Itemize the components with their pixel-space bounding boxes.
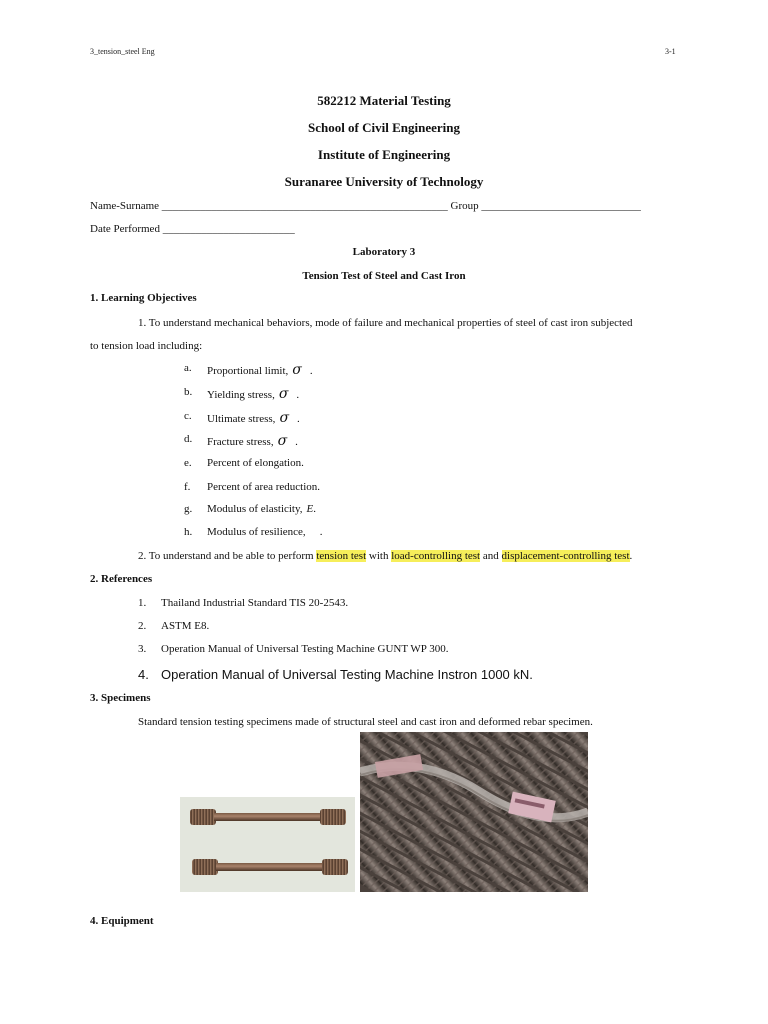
objective-item-letter: b. (184, 386, 193, 398)
objective-item-tail: . (296, 389, 300, 401)
objective-1-line-1: 1. To understand mechanical behaviors, mode of failure and mechanical properties of steel of cast iron subjected (138, 317, 633, 329)
reference-number: 1. (138, 597, 147, 609)
objective-item-text (207, 457, 304, 469)
objective-item-letter: h. (184, 526, 193, 538)
objective-1-line-2: to tension load including: (90, 340, 203, 352)
school-title: School of Civil Engineering (307, 120, 461, 135)
objective-item-label: Modulus of resilience, (207, 526, 306, 538)
sigma-symbol: σ (277, 433, 288, 449)
name-label: Name-Surname (90, 200, 160, 212)
objective-item-label: Percent of area reduction. (207, 481, 320, 493)
tension-specimens-photo (180, 797, 355, 892)
objective-item-label: Modulus of elasticity, (207, 503, 303, 515)
objective-2-text: 2. To understand and be able to perform (138, 550, 317, 562)
objective-item-text (207, 410, 300, 426)
objective-item-tail: . (309, 365, 313, 377)
reference-text: Thailand Industrial Standard TIS 20-2543. (161, 597, 349, 609)
date-blank: ________________________ (162, 223, 295, 235)
highlight-load-controlling-test: load-controlling test (391, 550, 481, 562)
objective-item-label: Ultimate stress, (207, 413, 276, 425)
objective-2 (138, 550, 632, 562)
objective-2-text: with (366, 550, 392, 562)
objective-item-tail: . (313, 503, 317, 515)
group-blank: _____________________________ (481, 200, 641, 212)
objective-item-text (207, 481, 320, 493)
reference-text: ASTM E8. (161, 620, 210, 632)
header-page-number: 3-1 (665, 47, 676, 56)
sigma-symbol: σ (292, 362, 302, 378)
date-field-row (90, 223, 295, 235)
section-learning-objectives-heading: 1. Learning Objectives (90, 292, 197, 304)
objective-2-text: . (629, 550, 633, 562)
institute-title: Institute of Engineering (317, 147, 451, 162)
reference-number: 3. (138, 643, 147, 655)
section-references-heading: 2. References (90, 573, 153, 585)
header-doc-id: 3_tension_steel Eng (90, 47, 155, 56)
highlight-tension-test: tension test (316, 550, 367, 562)
objective-item-tail: . (295, 436, 298, 448)
modulus-symbol: E (306, 503, 314, 515)
specimens-description: Standard tension testing specimens made of structural steel and cast iron and deformed rebar specimen. (138, 716, 593, 728)
sigma-symbol: σ (278, 386, 289, 402)
objective-item-text (207, 503, 316, 515)
objective-item-label: Yielding stress, (207, 389, 275, 401)
objective-item-letter: d. (184, 433, 193, 445)
objective-2-text: and (480, 550, 502, 562)
objective-item-letter: g. (184, 503, 193, 515)
objective-item-text (207, 386, 299, 402)
objective-item-label: Percent of elongation. (207, 457, 304, 469)
sigma-symbol: σ (279, 410, 289, 426)
name-blank: ____________________________________________________ (161, 200, 448, 212)
lab-number: Laboratory 3 (352, 246, 416, 258)
objective-item-text (207, 362, 313, 378)
course-title: 582212 Material Testing (317, 93, 451, 108)
objective-item-label: Proportional limit, (207, 365, 289, 377)
reference-number: 2. (138, 620, 147, 632)
objective-item-tail: . (319, 526, 323, 538)
lab-title: Tension Test of Steel and Cast Iron (302, 270, 466, 282)
rebar-bundle-photo (360, 732, 588, 892)
university-title: Suranaree University of Technology (284, 174, 484, 189)
section-specimens-heading: 3. Specimens (90, 692, 151, 704)
highlight-displacement-controlling-test: displacement-controlling test (501, 550, 630, 562)
objective-item-text (207, 433, 298, 449)
section-equipment-heading: 4. Equipment (90, 915, 154, 927)
objective-item-letter: a. (184, 362, 192, 374)
group-label: Group (450, 200, 479, 212)
reference-number: 4. (138, 667, 149, 682)
objective-item-label: Fracture stress, (207, 436, 274, 448)
objective-item-letter: c. (184, 410, 192, 422)
name-field-row (90, 200, 641, 212)
reference-text: Operation Manual of Universal Testing Machine GUNT WP 300. (161, 643, 449, 655)
objective-item-text (207, 526, 322, 538)
objective-item-tail: . (297, 413, 300, 425)
objective-item-letter: f. (184, 481, 191, 493)
objective-item-letter: e. (184, 457, 192, 469)
date-label: Date Performed (90, 223, 160, 235)
reference-text: Operation Manual of Universal Testing Machine Instron 1000 kN. (161, 667, 533, 682)
